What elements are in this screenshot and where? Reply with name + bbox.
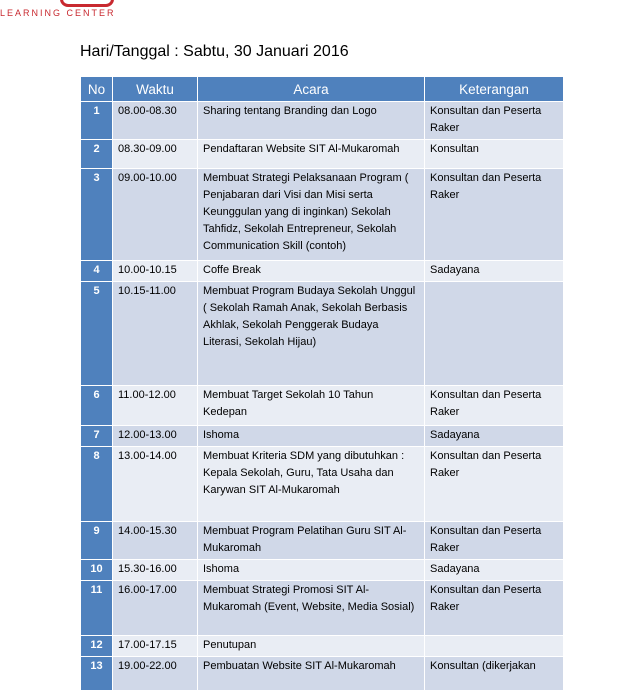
cell-no: 2 <box>81 140 113 169</box>
cell-ket: Konsultan dan Peserta Raker <box>425 522 564 560</box>
cell-ket <box>425 636 564 657</box>
cell-ket: Konsultan (dikerjakan <box>425 657 564 691</box>
cell-waktu: 17.00-17.15 <box>113 636 198 657</box>
table-row <box>81 426 564 447</box>
cell-waktu: 08.00-08.30 <box>113 102 198 140</box>
schedule-table <box>80 76 564 691</box>
header-keterangan: Keterangan <box>425 77 564 102</box>
date-heading: Hari/Tanggal : Sabtu, 30 Januari 2016 <box>80 43 349 60</box>
cell-waktu: 19.00-22.00 <box>113 657 198 691</box>
cell-waktu: 10.00-10.15 <box>113 261 198 282</box>
cell-waktu: 09.00-10.00 <box>113 169 198 261</box>
cell-acara: Membuat Kriteria SDM yang dibutuhkan : Kepala Sekolah, Guru, Tata Usaha dan Karywan SIT Al-Mukaromah <box>198 447 425 522</box>
cell-no: 1 <box>81 102 113 140</box>
cell-waktu: 13.00-14.00 <box>113 447 198 522</box>
table-row <box>81 282 564 386</box>
table-row <box>81 261 564 282</box>
header-acara: Acara <box>198 77 425 102</box>
cell-no: 8 <box>81 447 113 522</box>
table-row <box>81 522 564 560</box>
cell-acara: Membuat Strategi Promosi SIT Al-Mukaromah (Event, Website, Media Sosial) <box>198 581 425 636</box>
cell-acara: Membuat Target Sekolah 10 Tahun Kedepan <box>198 386 425 426</box>
cell-ket: Sadayana <box>425 560 564 581</box>
cell-acara: Ishoma <box>198 560 425 581</box>
table-row <box>81 140 564 169</box>
cell-no: 5 <box>81 282 113 386</box>
cell-waktu: 14.00-15.30 <box>113 522 198 560</box>
cell-waktu: 08.30-09.00 <box>113 140 198 169</box>
cell-ket: Konsultan <box>425 140 564 169</box>
cell-acara: Pendaftaran Website SIT Al-Mukaromah <box>198 140 425 169</box>
cell-ket: Konsultan dan Peserta Raker <box>425 386 564 426</box>
logo-text: LEARNING CENTER <box>0 8 116 18</box>
cell-no: 4 <box>81 261 113 282</box>
cell-acara: Coffe Break <box>198 261 425 282</box>
table-row <box>81 657 564 691</box>
cell-acara: Membuat Program Budaya Sekolah Unggul ( Sekolah Ramah Anak, Sekolah Berbasis Akhlak, Sekolah Penggerak Budaya Literasi, Sekolah Hijau) <box>198 282 425 386</box>
table-row <box>81 386 564 426</box>
cell-no: 7 <box>81 426 113 447</box>
cell-no: 6 <box>81 386 113 426</box>
table-row <box>81 447 564 522</box>
header-waktu: Waktu <box>113 77 198 102</box>
cell-waktu: 15.30-16.00 <box>113 560 198 581</box>
cell-acara: Pembuatan Website SIT Al-Mukaromah <box>198 657 425 691</box>
cell-acara: Ishoma <box>198 426 425 447</box>
table-row <box>81 169 564 261</box>
cell-ket <box>425 282 564 386</box>
cell-ket: Sadayana <box>425 261 564 282</box>
table-row <box>81 102 564 140</box>
cell-no: 11 <box>81 581 113 636</box>
cell-no: 9 <box>81 522 113 560</box>
cell-acara: Sharing tentang Branding dan Logo <box>198 102 425 140</box>
cell-no: 13 <box>81 657 113 691</box>
cell-waktu: 10.15-11.00 <box>113 282 198 386</box>
cell-ket: Konsultan dan Peserta Raker <box>425 102 564 140</box>
cell-acara: Membuat Strategi Pelaksanaan Program ( Penjabaran dari Visi dan Misi serta Keunggulan yang di inginkan) Sekolah Tahfidz, Sekolah Entrepreneur, Sekolah Communication Skill (contoh) <box>198 169 425 261</box>
cell-acara: Membuat Program Pelatihan Guru SIT Al-Mukaromah <box>198 522 425 560</box>
cell-no: 12 <box>81 636 113 657</box>
cell-ket: Konsultan dan Peserta Raker <box>425 447 564 522</box>
cell-waktu: 16.00-17.00 <box>113 581 198 636</box>
cell-waktu: 12.00-13.00 <box>113 426 198 447</box>
cell-no: 3 <box>81 169 113 261</box>
cell-ket: Konsultan dan Peserta Raker <box>425 169 564 261</box>
table-row <box>81 581 564 636</box>
cell-ket: Konsultan dan Peserta Raker <box>425 581 564 636</box>
cell-waktu: 11.00-12.00 <box>113 386 198 426</box>
table-header-row <box>81 77 564 102</box>
cell-acara: Penutupan <box>198 636 425 657</box>
logo-mark <box>60 0 114 7</box>
cell-ket: Sadayana <box>425 426 564 447</box>
table-row <box>81 636 564 657</box>
cell-no: 10 <box>81 560 113 581</box>
table-row <box>81 560 564 581</box>
header-no: No <box>81 77 113 102</box>
